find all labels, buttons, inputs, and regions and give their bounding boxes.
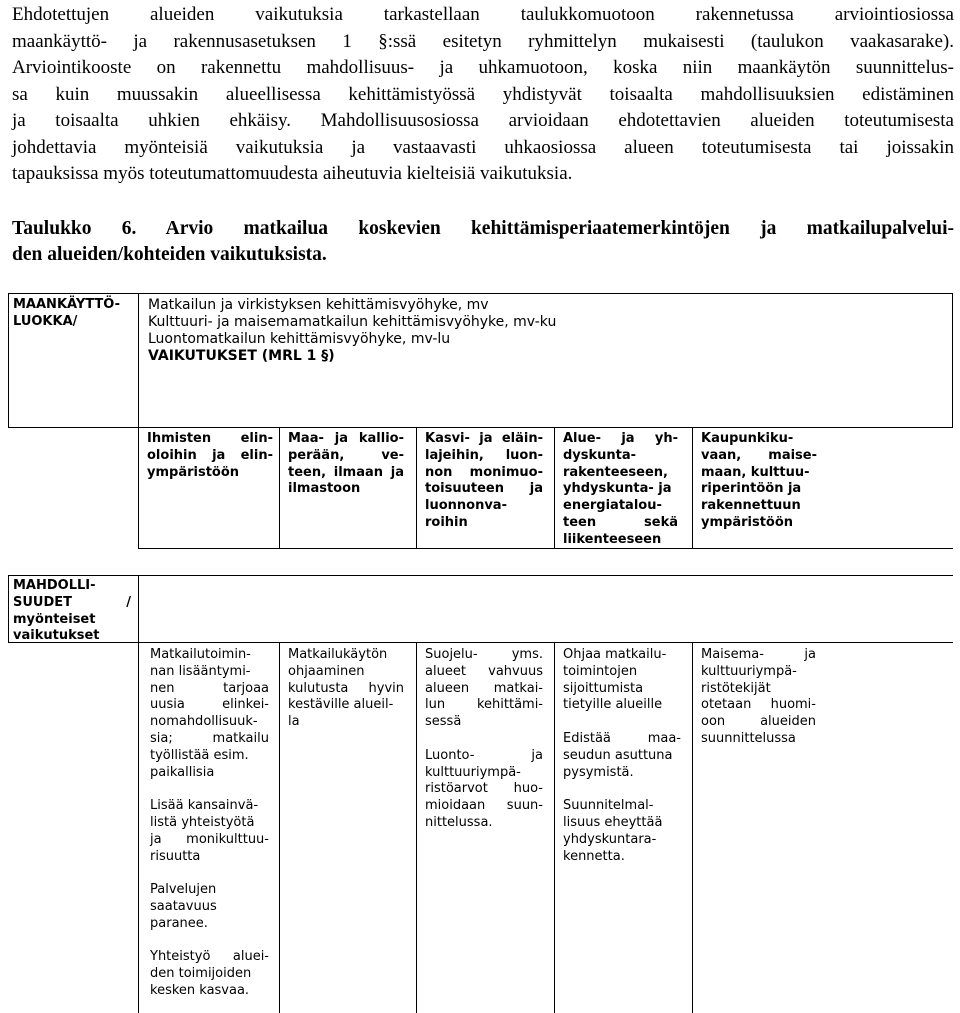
impact-header-blank — [8, 427, 139, 549]
cell-line: risuutta — [150, 848, 201, 864]
cell-line: kennetta. — [563, 848, 625, 864]
header-line: energiatalou- — [563, 498, 662, 514]
header-line: oloihin ja elin- — [147, 447, 273, 463]
landuse-line: Kulttuuri- ja maisemamatkailun kehittämisvyöhyke, mv-ku — [148, 314, 557, 330]
opportunity-cell-soil — [279, 642, 417, 1013]
cell-line: Lisää kansainvä- — [150, 798, 259, 814]
impact-header-people — [138, 427, 280, 549]
cell-line: Ohjaa matkailu- — [563, 647, 667, 662]
header-line: ympäristöön — [147, 464, 240, 480]
header-line: ilmastoon — [288, 481, 361, 497]
header-line: teen, ilmaan ja — [288, 464, 404, 480]
cell-line: alueet vahvuus — [425, 663, 543, 679]
cell-line: pysymistä. — [563, 764, 634, 780]
intro-line: tapauksissa myös toteutumattomuudesta aiheutuvia kielteisiä vaikutuksia. — [12, 163, 573, 184]
cell-line: Suojelu- yms. — [425, 647, 543, 662]
cell-line: kesken kasvaa. — [150, 982, 250, 998]
opportunities-line: myönteiset — [13, 611, 96, 627]
header-line: Ihmisten elin- — [147, 431, 273, 446]
cell-line: Suunnitelmal- — [563, 798, 654, 814]
landuse-description-cell — [138, 293, 953, 428]
header-line: riperintöön ja — [701, 481, 802, 497]
opportunities-header-cell — [8, 575, 139, 643]
header-line: non monimuo- — [425, 464, 543, 480]
opportunities-line: SUUDET / — [13, 594, 131, 610]
opportunity-cell-nature — [416, 642, 555, 1013]
cell-line: den toimijoiden — [150, 966, 252, 982]
opportunity-cell-landscape — [692, 642, 953, 1013]
cell-line: Palvelujen — [150, 882, 217, 898]
cell-line: Maisema- ja — [701, 647, 816, 662]
cell-line: ristötekijät — [701, 680, 771, 696]
header-line: Maa- ja kallio- — [288, 431, 404, 446]
cell-line: saatavuus — [150, 898, 217, 914]
table-caption — [12, 216, 954, 268]
intro-line: sa kuin muussakin alueellisessa kehittämistyössä yhdistyvät toisaalta mahdollisuuksien edistäminen — [12, 83, 954, 105]
cell-line: otetaan huomi- — [701, 697, 816, 713]
cell-line: toimintojen — [563, 663, 638, 679]
header-line: ympäristöön — [701, 514, 794, 530]
cell-line: sijoittumista — [563, 680, 644, 696]
header-line: perään, ve- — [288, 447, 404, 463]
header-line: lajeihin, luon- — [425, 447, 543, 463]
intro-line: Ehdotettujen alueiden vaikutuksia tarkastellaan taulukkomuotoon rakennetussa arviointiosiossa — [12, 4, 954, 25]
cell-line: paikallisia — [150, 764, 215, 780]
impact-header-structure — [554, 427, 693, 549]
cell-line: kulttuuriympä- — [425, 764, 521, 780]
cell-line: Luonto- ja — [425, 747, 543, 763]
header-line: luonnonva- — [425, 498, 507, 514]
cell-line: nittelussa. — [425, 814, 493, 830]
cell-line: seudun asuttuna — [563, 747, 673, 763]
cell-line: nen tarjoaa — [150, 680, 269, 696]
cell-line: ohjaaminen — [288, 663, 365, 679]
header-line: teen sekä — [563, 514, 678, 530]
caption-line: den alueiden/kohteiden vaikutuksista. — [12, 244, 327, 265]
header-line: roihin — [425, 514, 468, 530]
cell-line: paranee. — [150, 915, 208, 931]
cell-line: Edistää maa- — [563, 730, 681, 746]
opportunity-cell-structure — [554, 642, 693, 1013]
cell-line: alueen matkai- — [425, 680, 543, 696]
impacts-title: VAIKUTUKSET (MRL 1 §) — [148, 348, 335, 364]
cell-line: yhdyskuntara- — [563, 831, 657, 847]
impact-header-nature — [416, 427, 555, 549]
row-header-line: MAANKÄYTTÖ- — [13, 297, 120, 312]
landuse-line: Matkailun ja virkistyksen kehittämisvyöhyke, mv — [148, 297, 489, 313]
intro-line: maankäyttö- ja rakennusasetuksen 1 §:ssä esitetyn ryhmittelyn mukaisesti (taulukon vaakasarake). — [12, 30, 954, 52]
intro-line: johdettavia myönteisiä vaikutuksia ja vastaavasti uhkaosiossa alueen toteutumisesta tai joissakin — [12, 136, 954, 158]
cell-line: ja monikulttuu- — [150, 831, 269, 847]
header-line: maan, kulttuu- — [701, 464, 810, 480]
landuse-header-cell — [8, 293, 139, 428]
impact-header-landscape — [692, 427, 953, 549]
cell-line: työllistää esim. — [150, 747, 249, 763]
row-header-line: LUOKKA/ — [13, 313, 78, 329]
cell-line: listä yhteistyötä — [150, 814, 255, 830]
header-line: liikenteeseen — [563, 531, 662, 547]
cell-line: nan lisääntymi- — [150, 663, 251, 679]
cell-line: lisuus eheyttää — [563, 814, 663, 830]
cell-line: kestäville alueil- — [288, 697, 394, 713]
header-line: yhdyskunta- ja — [563, 481, 672, 497]
header-line: dyskunta- — [563, 447, 637, 463]
cell-line: la — [288, 714, 300, 730]
cell-line: suunnittelussa — [701, 730, 796, 746]
intro-line: Arviointikooste on rakennettu mahdollisuus- ja uhkamuotoon, koska niin maankäytön suunnittelus- — [12, 57, 954, 78]
intro-paragraph — [12, 2, 954, 188]
cell-line: kulttuuriympä- — [701, 663, 797, 679]
cell-line: kulutusta hyvin — [288, 680, 404, 696]
intro-line: ja toisaalta uhkien ehkäisy. Mahdollisuusosiossa arvioidaan ehdotettavien alueiden toteutumisesta — [12, 110, 954, 131]
header-line: Kasvi- ja eläin- — [425, 431, 543, 446]
impact-header-soil — [279, 427, 417, 549]
landuse-line: Luontomatkailun kehittämisvyöhyke, mv-lu — [148, 331, 451, 347]
cell-line: Yhteistyö aluei- — [150, 949, 269, 965]
cell-line: mioidaan suun- — [425, 798, 543, 814]
opportunities-line: vaikutukset — [13, 628, 100, 644]
cell-line: sia; matkailu — [150, 730, 269, 746]
caption-line: Taulukko 6. Arvio matkailua koskevien kehittämisperiaatemerkintöjen ja matkailupalvelui- — [12, 218, 954, 239]
cell-line: lun kehittämi- — [425, 697, 543, 713]
cell-line: uusia elinkei- — [150, 697, 269, 713]
cell-line: ristöarvot huo- — [425, 781, 543, 797]
header-line: rakenteeseen, — [563, 464, 668, 480]
cell-line: Matkailutoimin- — [150, 647, 251, 662]
opportunity-cell-people — [138, 642, 280, 1013]
opportunities-line: MAHDOLLI- — [13, 578, 96, 593]
header-line: rakennettuun — [701, 498, 801, 514]
cell-line: Matkailukäytön — [288, 647, 388, 662]
opportunities-top-band — [138, 575, 953, 643]
cell-line: oon alueiden — [701, 714, 816, 730]
cell-line: sessä — [425, 714, 462, 730]
header-line: toisuuteen ja — [425, 481, 543, 497]
header-line: Kaupunkiku- — [701, 431, 794, 446]
header-line: Alue- ja yh- — [563, 431, 678, 446]
cell-line: tietyille alueille — [563, 697, 663, 713]
header-line: vaan, maise- — [701, 447, 817, 463]
cell-line: nomahdollisuuk- — [150, 714, 258, 730]
